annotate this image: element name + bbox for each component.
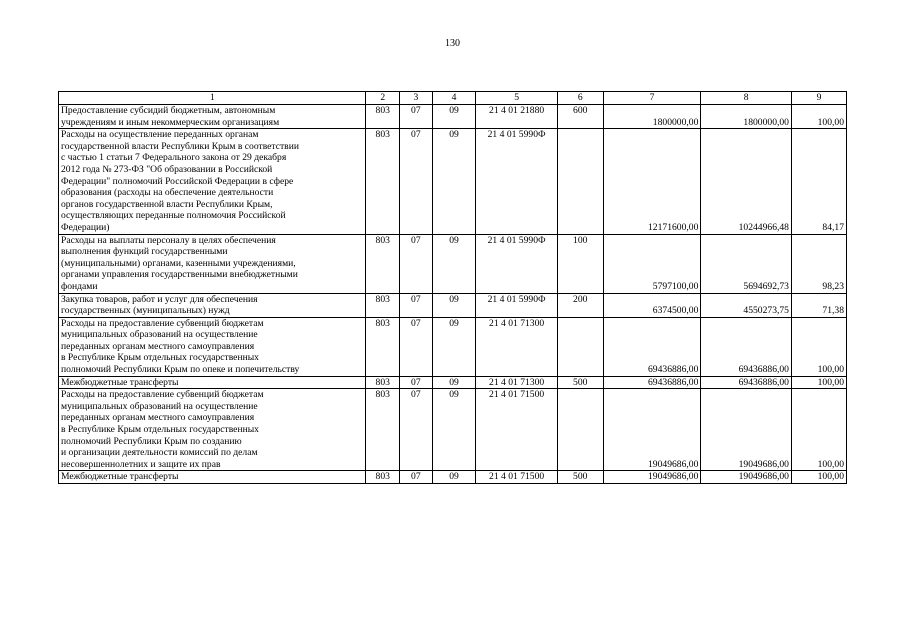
executed-amount-cell: 10244966,48 — [701, 129, 792, 234]
section-code-cell: 07 — [400, 389, 433, 471]
expense-name-line: выполнения функций государственными — [61, 246, 228, 258]
expense-name-line: Федерации" полномочий Российской Федерации в сфере — [61, 175, 294, 187]
subsection-code-cell: 09 — [432, 471, 476, 484]
page-number: 130 — [445, 38, 460, 49]
expense-name-line: государственной власти Республики Крым в соответствии — [61, 140, 299, 152]
planned-amount-cell: 69436886,00 — [603, 317, 701, 376]
expense-name-line: полномочий Республики Крым по опеке и попечительству — [61, 364, 300, 376]
table-row — [59, 129, 847, 234]
section-code-cell: 07 — [400, 105, 433, 129]
expense-name-line: в Республике Крым отдельных государственных — [61, 352, 259, 364]
section-code-cell: 07 — [400, 471, 433, 484]
expense-type-cell: 500 — [557, 471, 603, 484]
executed-amount-cell: 69436886,00 — [701, 376, 792, 389]
expense-name-cell — [59, 471, 366, 484]
table-row — [59, 105, 847, 129]
expense-name-line: 2012 года № 273-ФЗ "Об образовании в Российской — [61, 163, 273, 175]
planned-amount-cell: 19049686,00 — [603, 389, 701, 471]
expense-name-line: муниципальных образований на осуществление — [61, 329, 258, 341]
target-article-cell: 21 4 01 5990Ф — [476, 293, 557, 317]
section-code-cell: 07 — [400, 234, 433, 293]
execution-percent-cell: 100,00 — [791, 389, 846, 471]
expense-name-line: полномочий Республики Крым по созданию — [61, 435, 242, 447]
expense-name-line: Расходы на предоставление субвенций бюджетам — [61, 389, 264, 401]
header-cell: 3 — [400, 92, 433, 105]
subsection-code-cell: 09 — [432, 105, 476, 129]
planned-amount-cell: 1800000,00 — [603, 105, 701, 129]
planned-amount-cell: 6374500,00 — [603, 293, 701, 317]
target-article-cell: 21 4 01 5990Ф — [476, 129, 557, 234]
expense-name-line: Расходы на выплаты персоналу в целях обеспечения — [61, 234, 276, 246]
expense-name-line: с частью 1 статьи 7 Федерального закона от 29 декабря — [61, 152, 287, 164]
expense-name-line: и организации деятельности комиссий по делам — [61, 447, 258, 459]
target-article-cell: 21 4 01 21880 — [476, 105, 557, 129]
subsection-code-cell: 09 — [432, 234, 476, 293]
expense-name-line: учреждениям и иным некоммерческим организациям — [61, 116, 280, 128]
expense-name-line: осуществляющих переданные полномочия Российской — [61, 210, 286, 222]
executed-amount-cell: 1800000,00 — [701, 105, 792, 129]
header-cell: 4 — [432, 92, 476, 105]
expense-name-cell — [59, 389, 366, 471]
expense-name-line: фондами — [61, 280, 98, 292]
target-article-cell: 21 4 01 5990Ф — [476, 234, 557, 293]
expense-name-line: муниципальных образований на осуществление — [61, 400, 258, 412]
header-cell: 8 — [701, 92, 792, 105]
expense-name-cell — [59, 293, 366, 317]
subsection-code-cell: 09 — [432, 129, 476, 234]
header-cell: 5 — [476, 92, 557, 105]
expense-name-cell — [59, 105, 366, 129]
expense-type-cell: 500 — [557, 376, 603, 389]
table-row — [59, 234, 847, 293]
table-row — [59, 293, 847, 317]
expense-name-cell — [59, 376, 366, 389]
expense-name-line: Расходы на предоставление субвенций бюджетам — [61, 317, 264, 329]
expense-name-line: несовершеннолетних и защите их прав — [61, 458, 221, 470]
expense-type-cell — [557, 389, 603, 471]
header-cell: 9 — [791, 92, 846, 105]
header-cell: 6 — [557, 92, 603, 105]
target-article-cell: 21 4 01 71300 — [476, 376, 557, 389]
executed-amount-cell: 5694692,73 — [701, 234, 792, 293]
execution-percent-cell: 100,00 — [791, 376, 846, 389]
subsection-code-cell: 09 — [432, 389, 476, 471]
expense-name-line: Федерации) — [61, 221, 110, 233]
expense-name-line: Предоставление субсидий бюджетным, автономным — [61, 105, 276, 116]
header-cell: 1 — [59, 92, 366, 105]
ministry-code-cell: 803 — [366, 293, 400, 317]
expense-name-cell — [59, 317, 366, 376]
target-article-cell: 21 4 01 71500 — [476, 389, 557, 471]
planned-amount-cell: 69436886,00 — [603, 376, 701, 389]
expense-type-cell: 600 — [557, 105, 603, 129]
budget-table — [58, 91, 847, 484]
section-code-cell: 07 — [400, 129, 433, 234]
table-body — [59, 105, 847, 484]
subsection-code-cell: 09 — [432, 317, 476, 376]
expense-type-cell — [557, 317, 603, 376]
expense-name-line: (муниципальными) органами, казенными учреждениями, — [61, 257, 296, 269]
target-article-cell: 21 4 01 71300 — [476, 317, 557, 376]
execution-percent-cell: 100,00 — [791, 105, 846, 129]
ministry-code-cell: 803 — [366, 376, 400, 389]
table-row — [59, 376, 847, 389]
execution-percent-cell: 84,17 — [791, 129, 846, 234]
execution-percent-cell: 98,23 — [791, 234, 846, 293]
header-row — [59, 92, 847, 105]
table-row — [59, 317, 847, 376]
expense-name-line: в Республике Крым отдельных государственных — [61, 424, 259, 436]
subsection-code-cell: 09 — [432, 293, 476, 317]
expense-name-line: органов государственной власти Республики Крым, — [61, 198, 273, 210]
planned-amount-cell: 5797100,00 — [603, 234, 701, 293]
executed-amount-cell: 19049686,00 — [701, 471, 792, 484]
ministry-code-cell: 803 — [366, 389, 400, 471]
section-code-cell: 07 — [400, 293, 433, 317]
expense-name-cell — [59, 129, 366, 234]
section-code-cell: 07 — [400, 317, 433, 376]
planned-amount-cell: 12171600,00 — [603, 129, 701, 234]
section-code-cell: 07 — [400, 376, 433, 389]
ministry-code-cell: 803 — [366, 234, 400, 293]
ministry-code-cell: 803 — [366, 317, 400, 376]
expense-type-cell: 100 — [557, 234, 603, 293]
ministry-code-cell: 803 — [366, 129, 400, 234]
expense-name-line: Расходы на осуществление переданных органам — [61, 129, 259, 141]
expense-name-line: Межбюджетные трансферты — [61, 376, 179, 388]
ministry-code-cell: 803 — [366, 105, 400, 129]
executed-amount-cell: 69436886,00 — [701, 317, 792, 376]
header-cell: 2 — [366, 92, 400, 105]
expense-name-cell — [59, 234, 366, 293]
header-cell: 7 — [603, 92, 701, 105]
ministry-code-cell: 803 — [366, 471, 400, 484]
expense-name-line: образования (расходы на обеспечение деятельности — [61, 187, 274, 199]
expense-name-line: переданных органам местного самоуправления — [61, 412, 255, 424]
execution-percent-cell: 71,38 — [791, 293, 846, 317]
expense-type-cell: 200 — [557, 293, 603, 317]
expense-name-line: органами управления государственными внебюджетными — [61, 269, 298, 281]
subsection-code-cell: 09 — [432, 376, 476, 389]
table-row — [59, 389, 847, 471]
expense-type-cell — [557, 129, 603, 234]
execution-percent-cell: 100,00 — [791, 317, 846, 376]
table-row — [59, 471, 847, 484]
expense-name-line: переданных органам местного самоуправления — [61, 340, 255, 352]
executed-amount-cell: 19049686,00 — [701, 389, 792, 471]
planned-amount-cell: 19049686,00 — [603, 471, 701, 484]
executed-amount-cell: 4550273,75 — [701, 293, 792, 317]
expense-name-line: государственных (муниципальных) нужд — [61, 305, 230, 317]
target-article-cell: 21 4 01 71500 — [476, 471, 557, 484]
expense-name-line: Межбюджетные трансферты — [61, 471, 179, 483]
execution-percent-cell: 100,00 — [791, 471, 846, 484]
expense-name-line: Закупка товаров, работ и услуг для обеспечения — [61, 293, 258, 305]
